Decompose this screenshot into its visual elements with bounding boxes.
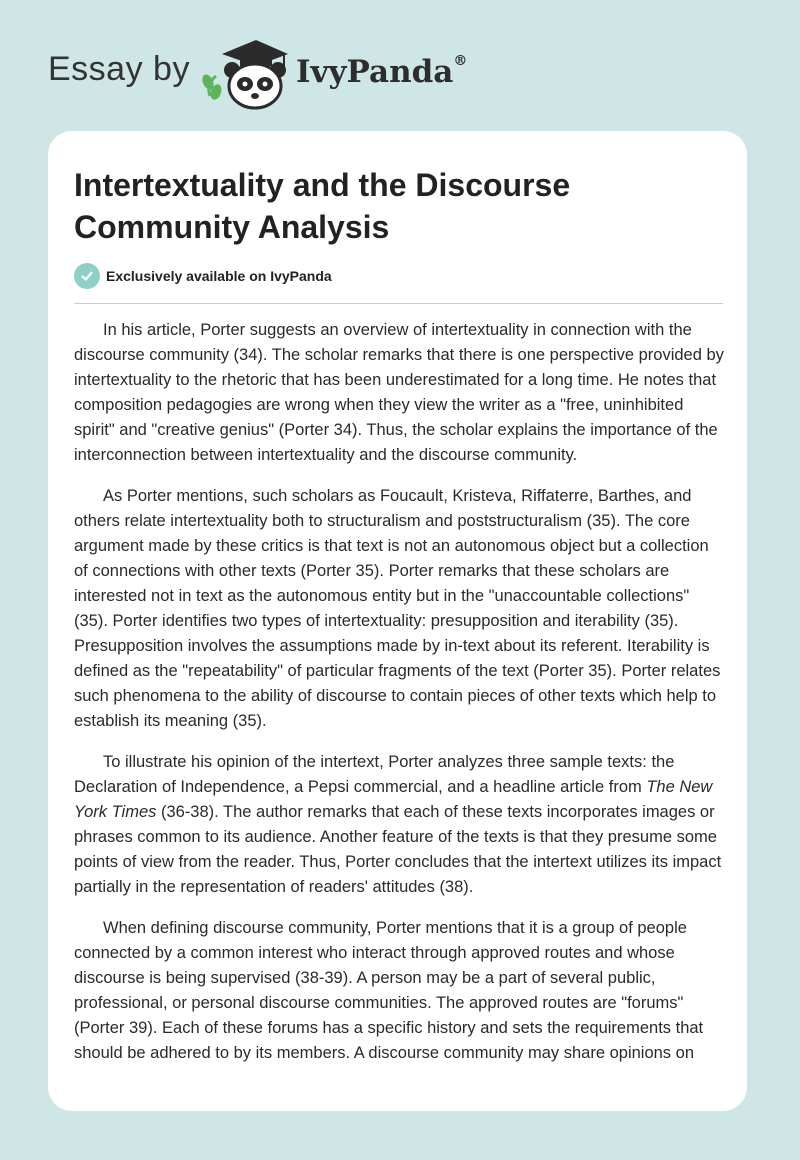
newspaper-title: The New York Times — [74, 778, 713, 821]
brand-name[interactable] — [296, 54, 467, 90]
check-icon — [74, 263, 100, 289]
exclusive-badge — [74, 263, 332, 289]
site-header — [48, 36, 648, 116]
paragraph-3-part-a: To illustrate his opinion of the intertext, Porter analyzes three sample texts: the Declaration of Independence, a Pepsi commercial, and a headline article from — [74, 753, 675, 796]
registered-mark: ® — [453, 52, 468, 69]
brand-label: IvyPanda — [296, 54, 454, 90]
paragraph-3-part-b: (36-38). The author remarks that each of these texts incorporates images or phrases common to its audience. Another feature of the texts is that they presume some points of view from the reader. Thus, Porter concludes that the intertext utilizes its impact partially in the representation of readers' attitudes (38). — [74, 803, 722, 896]
divider — [74, 303, 723, 304]
paragraph-4: When defining discourse community, Porter mentions that it is a group of people connected by a common interest who interact through approved routes and whose discourse is being supervised (38-39). A person may be a part of several public, professional, or personal discourse communities. The approved routes are "forums" (Porter 39). Each of these forums has a specific history and sets the requirements that should be adhered to by its members. A discourse community may share opinions on — [74, 919, 704, 1062]
paragraph-3 — [74, 750, 726, 900]
article-body — [74, 318, 726, 1082]
article-card — [48, 131, 747, 1111]
paragraph-2: As Porter mentions, such scholars as Foucault, Kristeva, Riffaterre, Barthes, and others relate intertextuality both to structuralism and poststructuralism (35). The core argument made by these critics is that text is not an autonomous object but a collection of connections with other texts (Porter 35). Porter remarks that these scholars are interested not in text as the autonomous entity but in the "unaccountable collections" (35). Porter identifies two types of intertextuality: presupposition and iterability (35). Presupposition involves the assumptions made by in-text about its referent. Iterability is defined as the "repeatability" of particular fragments of the text (Porter 35). Porter relates such phenomena to the ability of discourse to contain pieces of other texts which help to establish its meaning (35). — [74, 487, 721, 730]
essay-by-label: Essay by — [48, 50, 190, 88]
paragraph-1: In his article, Porter suggests an overview of intertextuality in connection with the discourse community (34). The scholar remarks that there is one perspective provided by intertextuality to the rhetoric that has been underestimated for a long time. He notes that composition pedagogies are wrong when they view the writer as a "free, uninhibited spirit" and "creative genius" (Porter 34). Thus, the scholar explains the importance of the interconnection between intertextuality and the discourse community. — [74, 321, 724, 464]
page-title: Intertextuality and the Discourse Community Analysis — [74, 167, 571, 245]
panda-logo-icon[interactable] — [200, 36, 292, 110]
exclusive-badge-text: Exclusively available on IvyPanda — [106, 268, 332, 284]
